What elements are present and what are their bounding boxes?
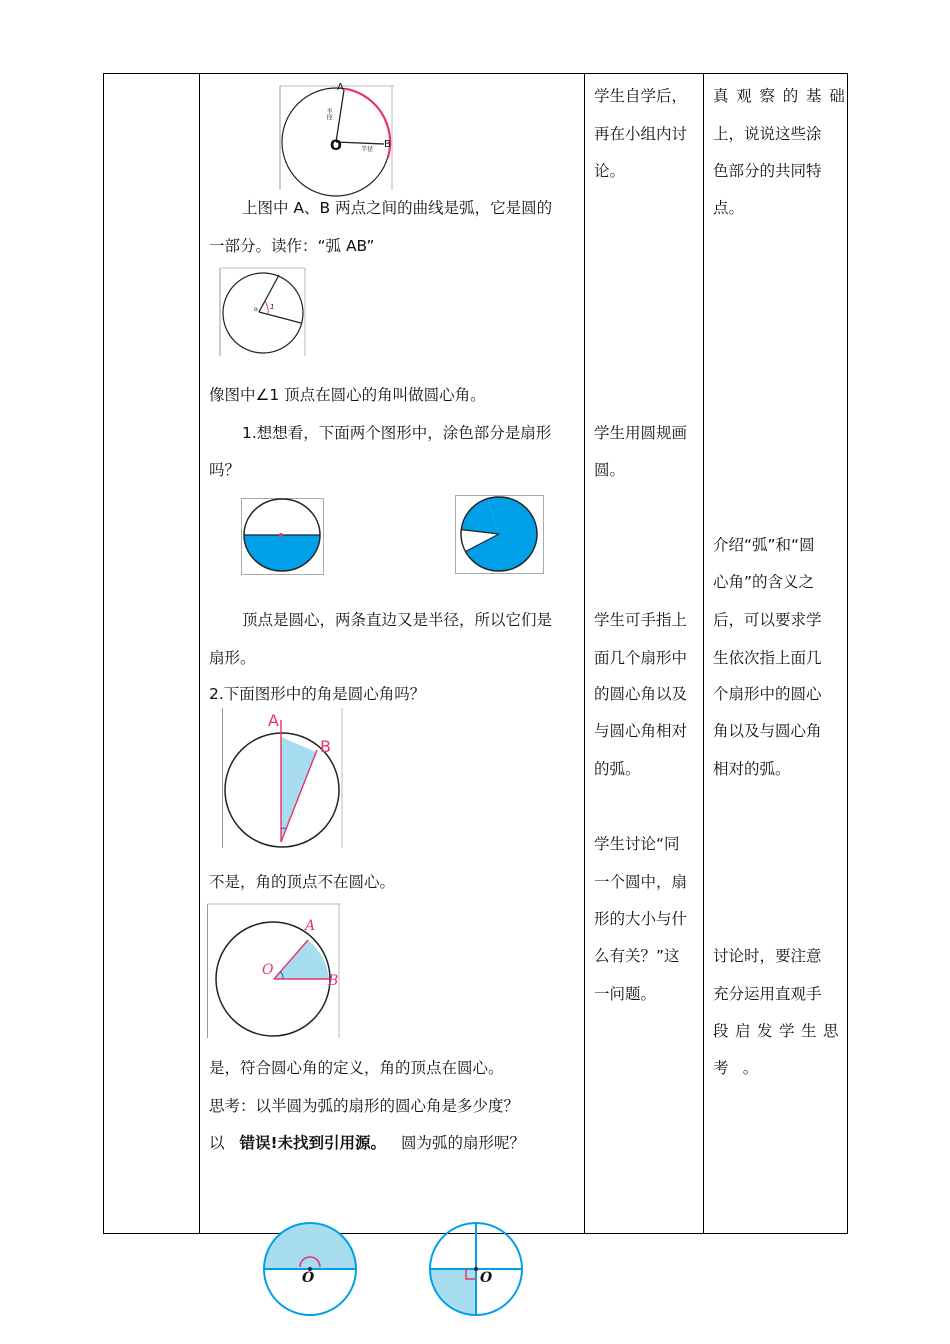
question-1-line-2: 吗？: [209, 461, 241, 479]
design-note-3-line-1: 讨论时，要注意: [713, 947, 822, 965]
design-note-2-line-6: 角以及与圆心角: [713, 722, 822, 740]
think-question-2: [209, 1133, 525, 1153]
design-note-3-line-2: 充分运用直观手: [713, 985, 822, 1003]
fig2-label-o: o: [254, 306, 258, 313]
think-question: 思考：以半圆为弧的扇形的圆心角是多少度？: [209, 1097, 520, 1115]
student-activity-3-line-3: 的圆心角以及: [594, 685, 688, 703]
table-col-border-5: [847, 73, 848, 1234]
central-angle-figure: [219, 268, 307, 358]
student-activity-4-line-2: 一个圆中，扇: [594, 873, 688, 891]
fig6-label-b: B: [328, 973, 339, 989]
fig6-label-a: A: [305, 918, 316, 934]
student-activity-1-line-1: 学生自学后，: [594, 87, 688, 105]
design-note-3-line-3: 段启发学生思: [713, 1022, 846, 1040]
design-note-1-line-3: 色部分的共同特: [713, 162, 822, 180]
think2-prefix: 以: [209, 1134, 225, 1152]
fig5-label-a: A: [268, 711, 279, 730]
answer-1-line-2: 扇形。: [209, 649, 256, 667]
fig2-label-angle: 1: [270, 303, 275, 311]
answer-1-line-1: 顶点是圆心，两条直边又是半径，所以它们是: [242, 611, 553, 629]
student-activity-2-line-1: 学生用圆规画: [594, 424, 688, 442]
fig1-label-o: O: [330, 138, 342, 154]
student-activity-4-line-3: 形的大小与什: [594, 910, 688, 928]
think2-suffix: 圆为弧的扇形呢？: [400, 1134, 525, 1152]
question-1-line-1: 1.想想看，下面两个图形中，涂色部分是扇形: [242, 424, 552, 442]
design-note-1-line-1: 真观察的基础: [713, 87, 853, 105]
fig5-label-b: B: [320, 737, 331, 756]
student-activity-3-line-5: 的弧。: [594, 760, 641, 778]
central-angle-aob-figure: [207, 904, 341, 1040]
table-top-border: [103, 73, 848, 74]
student-activity-4-line-5: 一问题。: [594, 985, 657, 1003]
design-note-1-line-4: 点。: [713, 199, 745, 217]
design-note-2-line-2: 心角”的含义之: [713, 573, 815, 591]
student-activity-4-line-1: 学生讨论“同: [594, 835, 680, 853]
reference-error-text: 错误!未找到引用源。: [239, 1134, 387, 1152]
answer-3: 是，符合圆心角的定义，角的顶点在圆心。: [209, 1059, 504, 1077]
design-note-3-line-4: 考 。: [713, 1059, 763, 1077]
fig1-label-b: B: [384, 139, 391, 150]
arc-text-line-1: 上图中 A、B 两点之间的曲线是弧，它是圆的: [242, 199, 553, 217]
design-note-2-line-1: 介绍“弧”和“圆: [713, 536, 815, 554]
central-angle-definition: 像图中∠1 顶点在圆心的角叫做圆心角。: [209, 386, 486, 404]
student-activity-2-line-2: 圆。: [594, 461, 626, 479]
student-activity-1-line-3: 论。: [594, 162, 626, 180]
fig6-label-o: O: [262, 962, 274, 978]
student-activity-1-line-2: 再在小组内讨: [594, 125, 688, 143]
design-note-2-line-7: 相对的弧。: [713, 760, 791, 778]
fig1-label-a: A: [337, 82, 344, 93]
half-circle-shaded-figure: [241, 498, 325, 576]
semicircle-sector-figure: [262, 1220, 358, 1316]
design-note-2-line-3: 后，可以要求学: [713, 611, 822, 629]
design-note-1-line-2: 上，说说这些涂: [713, 125, 822, 143]
bottom-fig1-label-o: O: [302, 1270, 315, 1286]
fig1-label-radius-1: 半径: [325, 108, 332, 120]
table-col-border-1: [103, 73, 104, 1234]
design-note-2-line-5: 个扇形中的圆心: [713, 685, 822, 703]
design-note-2-line-4: 生依次指上面几: [713, 649, 822, 667]
question-2: 2.下面图形中的角是圆心角吗？: [209, 685, 426, 703]
quarter-circle-sector-figure: [428, 1220, 524, 1316]
inscribed-angle-figure: [222, 708, 344, 850]
bottom-fig2-label-o: O: [480, 1270, 493, 1286]
table-col-border-4: [703, 73, 704, 1234]
answer-2: 不是，角的顶点不在圆心。: [209, 873, 396, 891]
large-sector-shaded-figure: [455, 495, 545, 575]
student-activity-4-line-4: 么有关？”这: [594, 947, 680, 965]
student-activity-3-line-4: 与圆心角相对: [594, 722, 688, 740]
arc-text-line-2: 一部分。读作：“弧 AB”: [209, 237, 375, 255]
table-col-border-3: [584, 73, 585, 1234]
table-col-border-2: [199, 73, 200, 1234]
student-activity-3-line-2: 面几个扇形中: [594, 649, 688, 667]
fig1-label-radius-2: 半径: [361, 146, 374, 153]
student-activity-3-line-1: 学生可手指上: [594, 611, 688, 629]
